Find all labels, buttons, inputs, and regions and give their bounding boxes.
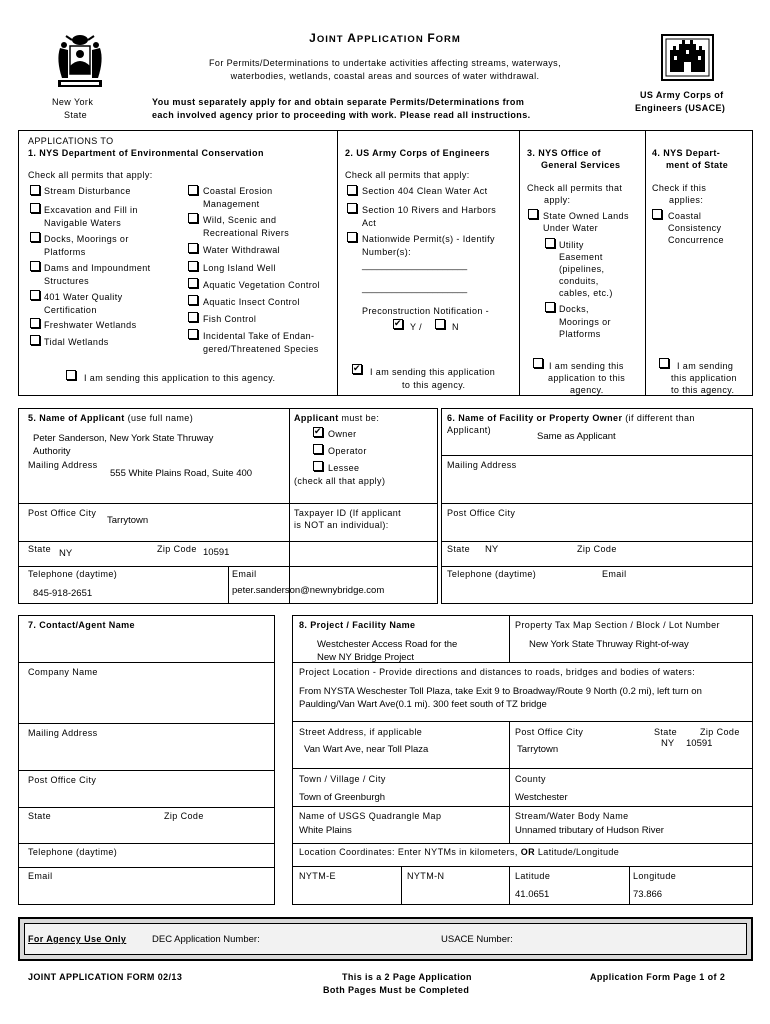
checkbox-docks-ogs[interactable] bbox=[545, 302, 555, 312]
opt-excavation: Excavation and Fill in bbox=[44, 205, 138, 215]
sec2-heading: 2. US Army Corps of Engineers bbox=[345, 148, 490, 158]
opt-utility-3: (pipelines, bbox=[559, 264, 605, 274]
sec2-check-all: Check all permits that apply: bbox=[345, 170, 470, 180]
sec3-check-2: apply: bbox=[544, 195, 571, 205]
opt-water-withdrawal: Water Withdrawal bbox=[203, 245, 281, 255]
nationwide-blank-2[interactable]: _____________________ bbox=[362, 283, 468, 293]
checkbox-preconst-no[interactable] bbox=[435, 319, 445, 329]
opt-incidental-take: Incidental Take of Endan- bbox=[203, 331, 315, 341]
opt-nationwide: Nationwide Permit(s) - Identify bbox=[362, 234, 495, 244]
preconst-no-label: N bbox=[452, 322, 459, 332]
owner-tel-label: Telephone (daytime) bbox=[447, 569, 537, 579]
ny-state-label: New York bbox=[52, 97, 94, 107]
checkbox-aquatic-vegetation[interactable] bbox=[188, 278, 198, 288]
sec1-check-all: Check all permits that apply: bbox=[28, 170, 153, 180]
checkbox-owner[interactable] bbox=[313, 427, 323, 437]
opt-section-10-2: Act bbox=[362, 218, 377, 228]
checkbox-lessee[interactable] bbox=[313, 461, 323, 471]
opt-utility-4: conduits, bbox=[559, 276, 599, 286]
applicant-tel-value[interactable]: 845-918-2651 bbox=[33, 588, 93, 599]
project-zip-label: Zip Code bbox=[700, 727, 740, 737]
applicant-zip-label: Zip Code bbox=[157, 544, 197, 554]
applicant-email-label: Email bbox=[232, 569, 257, 579]
sending-dec-label: I am sending this application to this agency. bbox=[84, 373, 276, 383]
checkbox-section-404[interactable] bbox=[347, 185, 357, 195]
owner-state-label: State bbox=[447, 544, 471, 554]
usgs-label: Name of USGS Quadrangle Map bbox=[299, 811, 442, 821]
opt-aquatic-insect: Aquatic Insect Control bbox=[203, 297, 300, 307]
preconstruction-label: Preconstruction Notification - bbox=[362, 306, 490, 316]
opt-freshwater: Freshwater Wetlands bbox=[44, 320, 137, 330]
county-label: County bbox=[515, 774, 546, 784]
lessee-label: Lessee bbox=[328, 463, 360, 473]
project-state-value[interactable]: NY bbox=[661, 738, 675, 749]
latitude-value[interactable]: 41.0651 bbox=[515, 889, 550, 900]
checkbox-aquatic-insect[interactable] bbox=[188, 295, 198, 305]
nytm-e-label: NYTM-E bbox=[299, 871, 336, 881]
footer-form-id: JOINT APPLICATION FORM 02/13 bbox=[28, 972, 183, 982]
checkbox-operator[interactable] bbox=[313, 444, 323, 454]
usace-label-2: Engineers (USACE) bbox=[635, 103, 726, 113]
sec3-check: Check all permits that bbox=[527, 183, 623, 193]
taxpayer-label-2: is NOT an individual): bbox=[294, 520, 389, 530]
nytm-n-label: NYTM-N bbox=[407, 871, 445, 881]
opt-coastal: Coastal bbox=[668, 211, 702, 221]
checkbox-freshwater-wetlands[interactable] bbox=[30, 318, 40, 328]
stream-value[interactable]: Unnamed tributary of Hudson River bbox=[515, 825, 664, 836]
street-address-value[interactable]: Van Wart Ave, near Toll Plaza bbox=[304, 744, 429, 755]
usgs-value[interactable]: White Plains bbox=[299, 825, 352, 836]
stream-label: Stream/Water Body Name bbox=[515, 811, 629, 821]
opt-tidal: Tidal Wetlands bbox=[44, 337, 109, 347]
footer-page-notice-2: Both Pages Must be Completed bbox=[323, 985, 470, 995]
checkbox-401-water-quality[interactable] bbox=[30, 290, 40, 300]
agency-use-inner bbox=[24, 923, 747, 955]
project-name-value[interactable]: Westchester Access Road for the bbox=[317, 639, 458, 650]
project-zip-value[interactable]: 10591 bbox=[686, 738, 713, 749]
opt-docks-ogs-3: Platforms bbox=[559, 329, 601, 339]
usace-label: US Army Corps of bbox=[640, 90, 724, 100]
checkbox-tidal-wetlands[interactable] bbox=[30, 335, 40, 345]
agency-use-label: For Agency Use Only bbox=[28, 934, 127, 944]
checkbox-state-owned-lands[interactable] bbox=[528, 209, 538, 219]
contact-email-label: Email bbox=[28, 871, 53, 881]
sending-dos-label: I am sending bbox=[677, 361, 734, 371]
checkbox-water-withdrawal[interactable] bbox=[188, 243, 198, 253]
applicant-mailing-label: Mailing Address bbox=[28, 460, 98, 470]
project-location-label: Project Location - Provide directions and distances to roads, bridges and bodies of waters: bbox=[299, 667, 696, 677]
contact-tel-label: Telephone (daytime) bbox=[28, 847, 118, 857]
project-location-value-2[interactable]: Paulding/Van Wart Ave(0.1 mi). 300 feet south of TZ bridge bbox=[299, 699, 547, 710]
checkbox-coastal-consistency[interactable] bbox=[652, 209, 662, 219]
checkbox-fish-control[interactable] bbox=[188, 312, 198, 322]
owner-name-label-2: Applicant) bbox=[447, 425, 492, 435]
opt-dams-2: Structures bbox=[44, 276, 90, 286]
opt-utility-5: cables, etc.) bbox=[559, 288, 613, 298]
checkbox-sending-dec[interactable] bbox=[66, 370, 76, 380]
owner-name-value[interactable]: Same as Applicant bbox=[537, 431, 616, 442]
sec4-heading-2: ment of State bbox=[666, 160, 729, 170]
opt-section-404: Section 404 Clean Water Act bbox=[362, 186, 488, 196]
applicant-zip-value[interactable]: 10591 bbox=[203, 547, 230, 558]
longitude-value[interactable]: 73.866 bbox=[633, 889, 663, 900]
checkbox-section-10[interactable] bbox=[347, 203, 357, 213]
contact-state-label: State bbox=[28, 811, 52, 821]
sending-dos-label-2: this application bbox=[671, 373, 737, 383]
opt-incidental-take-2: gered/Threatened Species bbox=[203, 344, 319, 354]
checkbox-wild-scenic[interactable] bbox=[188, 213, 198, 223]
checkbox-preconst-yes[interactable] bbox=[393, 319, 403, 329]
sending-ogs-label-2: application to this bbox=[548, 373, 626, 383]
checkbox-sending-ogs[interactable] bbox=[533, 358, 543, 368]
applicant-must-be-label: Applicant must be: bbox=[294, 413, 380, 423]
checkbox-docks[interactable] bbox=[30, 232, 40, 242]
applicant-tel-label: Telephone (daytime) bbox=[28, 569, 118, 579]
owner-po-label: Post Office City bbox=[447, 508, 516, 518]
opt-section-10: Section 10 Rivers and Harbors bbox=[362, 205, 497, 215]
contact-zip-label: Zip Code bbox=[164, 811, 204, 821]
sec3-heading-2: General Services bbox=[541, 160, 621, 170]
contact-mailing-label: Mailing Address bbox=[28, 728, 98, 738]
owner-label: Owner bbox=[328, 429, 357, 439]
checkbox-utility[interactable] bbox=[545, 238, 555, 248]
sending-dos-label-3: to this agency. bbox=[671, 385, 735, 395]
check-all-apply-label: (check all that apply) bbox=[294, 476, 386, 486]
sec4-check-2: applies: bbox=[669, 195, 704, 205]
opt-wild-scenic: Wild, Scenic and bbox=[203, 215, 277, 225]
sec3-heading: 3. NYS Office of bbox=[527, 148, 601, 158]
applicant-name-value[interactable]: Peter Sanderson, New York State Thruway bbox=[33, 433, 214, 444]
opt-401-2: Certification bbox=[44, 305, 97, 315]
applicant-email-value[interactable]: peter.sanderson@newnybridge.com bbox=[232, 585, 385, 596]
opt-state-owned-lands: State Owned Lands bbox=[543, 211, 629, 221]
opt-docks-2: Platforms bbox=[44, 247, 86, 257]
usace-castle-logo bbox=[661, 34, 714, 81]
opt-coastal-2: Consistency bbox=[668, 223, 722, 233]
applicant-name-value-2[interactable]: Authority bbox=[33, 446, 71, 457]
tax-map-value[interactable]: New York State Thruway Right-of-way bbox=[529, 639, 689, 650]
opt-state-owned-lands-2: Under Water bbox=[543, 223, 599, 233]
project-state-label: State bbox=[654, 727, 678, 737]
applicant-po-label: Post Office City bbox=[28, 508, 97, 518]
checkbox-stream-disturbance[interactable] bbox=[30, 185, 40, 195]
applicant-name-label: 5. Name of Applicant (use full name) bbox=[28, 413, 194, 423]
coordinates-label: Location Coordinates: Enter NYTMs in kilometers, OR Latitude/Longitude bbox=[299, 847, 620, 857]
checkbox-dams[interactable] bbox=[30, 261, 40, 271]
applicant-po-value[interactable]: Tarrytown bbox=[107, 515, 149, 526]
operator-label: Operator bbox=[328, 446, 367, 456]
applicant-state-label: State bbox=[28, 544, 52, 554]
owner-name-label: 6. Name of Facility or Property Owner (if different than bbox=[447, 413, 695, 423]
checkbox-incidental-take[interactable] bbox=[188, 329, 198, 339]
opt-fish-control: Fish Control bbox=[203, 314, 257, 324]
checkbox-coastal-erosion[interactable] bbox=[188, 185, 198, 195]
sec1-heading: 1. NYS Department of Environmental Conservation bbox=[28, 148, 264, 158]
opt-401: 401 Water Quality bbox=[44, 292, 123, 302]
dec-app-number-label: DEC Application Number: bbox=[152, 934, 260, 945]
contact-po-label: Post Office City bbox=[28, 775, 97, 785]
taxpayer-label: Taxpayer ID (If applicant bbox=[294, 508, 402, 518]
subtitle-1: For Permits/Determinations to undertake activities affecting streams, waterways, bbox=[209, 58, 561, 68]
owner-zip-label: Zip Code bbox=[577, 544, 617, 554]
opt-utility: Utility bbox=[559, 240, 584, 250]
county-value[interactable]: Westchester bbox=[515, 792, 568, 803]
applications-to-heading: APPLICATIONS TO bbox=[28, 136, 114, 146]
opt-nationwide-2: Number(s): bbox=[362, 247, 412, 257]
opt-dams: Dams and Impoundment bbox=[44, 263, 151, 273]
owner-email-label: Email bbox=[602, 569, 627, 579]
nationwide-blank-1[interactable]: _____________________ bbox=[362, 260, 468, 270]
opt-excavation-2: Navigable Waters bbox=[44, 218, 122, 228]
checkbox-sending-usace[interactable] bbox=[352, 364, 362, 374]
sending-ogs-label-3: agency. bbox=[570, 385, 604, 395]
opt-docks: Docks, Moorings or bbox=[44, 234, 129, 244]
checkbox-sending-dos[interactable] bbox=[659, 358, 669, 368]
instructions-2: each involved agency prior to proceeding with work. Please read all instructions. bbox=[152, 110, 531, 120]
contact-company-label: Company Name bbox=[28, 667, 98, 677]
contact-name-label: 7. Contact/Agent Name bbox=[28, 620, 135, 630]
instructions-1: You must separately apply for and obtain separate Permits/Determinations from bbox=[152, 97, 525, 107]
checkbox-long-island-well[interactable] bbox=[188, 261, 198, 271]
applicant-state-value[interactable]: NY bbox=[59, 548, 73, 559]
opt-coastal-erosion: Coastal Erosion bbox=[203, 186, 273, 196]
ny-state-label-2: State bbox=[64, 110, 88, 120]
opt-aquatic-vegetation: Aquatic Vegetation Control bbox=[203, 280, 320, 290]
page-title: JOINT APPLICATION FORM bbox=[309, 31, 461, 45]
sending-usace-label: I am sending this application bbox=[370, 367, 496, 377]
preconst-yes-label: Y / bbox=[410, 322, 423, 332]
footer-page-notice: This is a 2 Page Application bbox=[342, 972, 472, 982]
project-name-value-2[interactable]: New NY Bridge Project bbox=[317, 652, 414, 663]
street-address-label: Street Address, if applicable bbox=[299, 727, 423, 737]
opt-stream-disturbance: Stream Disturbance bbox=[44, 186, 131, 196]
opt-coastal-3: Concurrence bbox=[668, 235, 724, 245]
project-name-label: 8. Project / Facility Name bbox=[299, 620, 416, 630]
footer-page-number: Application Form Page 1 of 2 bbox=[590, 972, 726, 982]
longitude-label: Longitude bbox=[633, 871, 677, 881]
sending-ogs-label: I am sending this bbox=[549, 361, 624, 371]
checkbox-excavation[interactable] bbox=[30, 203, 40, 213]
sec4-heading: 4. NYS Depart- bbox=[652, 148, 721, 158]
checkbox-nationwide[interactable] bbox=[347, 232, 357, 242]
town-value[interactable]: Town of Greenburgh bbox=[299, 792, 386, 803]
owner-mailing-label: Mailing Address bbox=[447, 460, 517, 470]
latitude-label: Latitude bbox=[515, 871, 551, 881]
sending-usace-label-2: to this agency. bbox=[402, 380, 466, 390]
opt-wild-scenic-2: Recreational Rivers bbox=[203, 228, 290, 238]
project-po-label: Post Office City bbox=[515, 727, 584, 737]
tax-map-label: Property Tax Map Section / Block / Lot Number bbox=[515, 620, 720, 630]
sec4-check: Check if this bbox=[652, 183, 707, 193]
project-po-value[interactable]: Tarrytown bbox=[517, 744, 559, 755]
opt-docks-ogs: Docks, bbox=[559, 304, 589, 314]
opt-coastal-erosion-2: Management bbox=[203, 199, 260, 209]
opt-long-island-well: Long Island Well bbox=[203, 263, 276, 273]
owner-state-value[interactable]: NY bbox=[485, 544, 499, 555]
opt-utility-2: Easement bbox=[559, 252, 603, 262]
applicant-mailing-value[interactable]: 555 White Plains Road, Suite 400 bbox=[110, 468, 253, 479]
usace-number-label: USACE Number: bbox=[441, 934, 513, 945]
contact-box bbox=[18, 615, 275, 905]
opt-docks-ogs-2: Moorings or bbox=[559, 317, 611, 327]
town-label: Town / Village / City bbox=[299, 774, 386, 784]
subtitle-2: waterbodies, wetlands, coastal areas and sources of water withdrawal. bbox=[230, 71, 540, 81]
project-location-value[interactable]: From NYSTA Weschester Toll Plaza, take Exit 9 to Broadway/Route 9 North (0.2 mi), left turn on bbox=[299, 686, 702, 697]
